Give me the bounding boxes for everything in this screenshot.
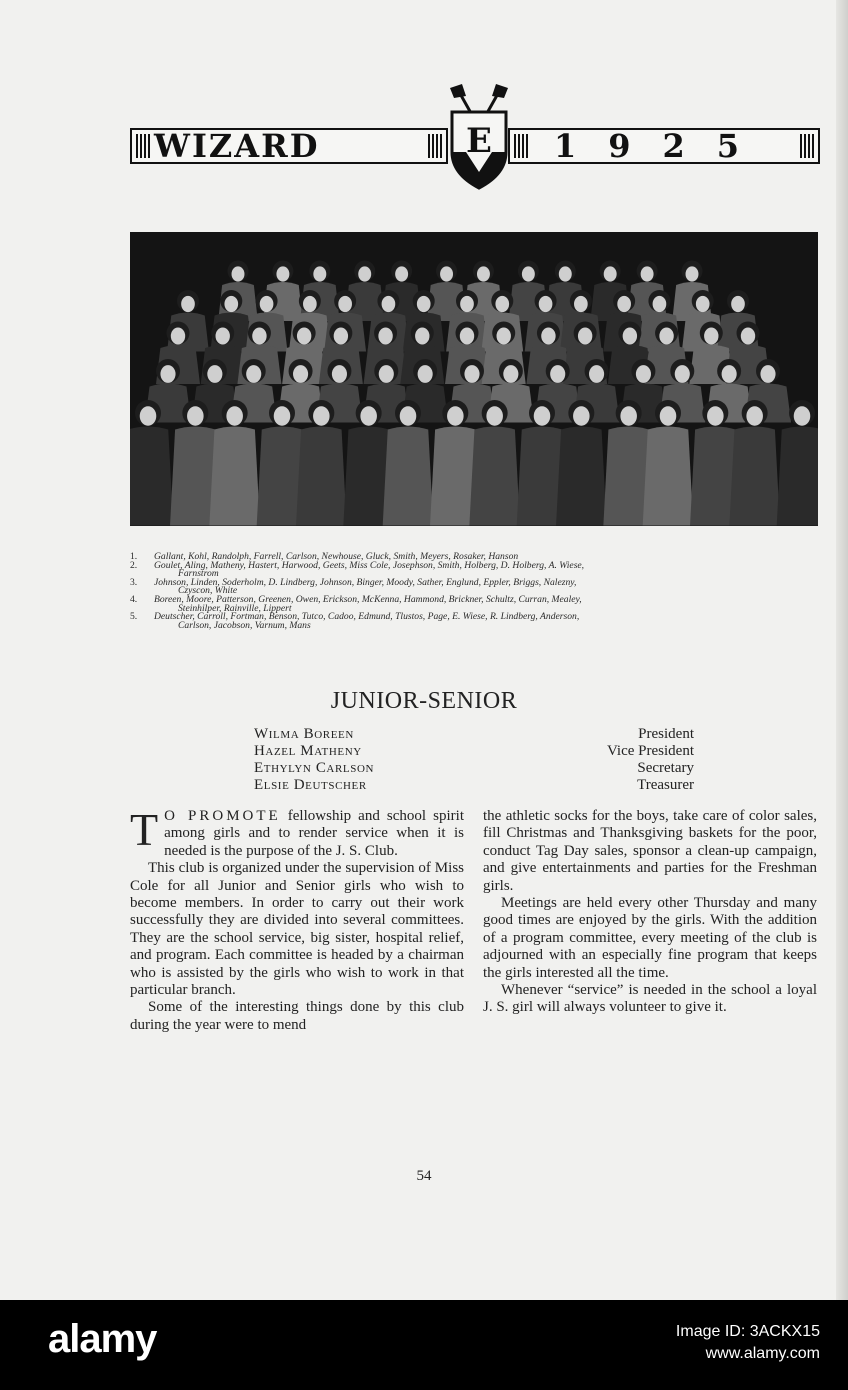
emblem-letter: E bbox=[466, 121, 492, 161]
caption-names: Gallant, Kohl, Randolph, Farrell, Carlson, Newhouse, Gluck, Smith, Meyers, Rosaker, Hanson bbox=[154, 551, 519, 562]
page-number: 54 bbox=[416, 1168, 432, 1184]
officer-name: Wilma Boreen bbox=[254, 726, 354, 742]
body-paragraph bbox=[130, 804, 464, 860]
officer-name: Elsie Deutscher bbox=[254, 777, 367, 793]
body-paragraph: Whenever “service” is needed in the school a loyal J. S. girl will always volunteer to give it. bbox=[483, 982, 817, 1016]
caption-names: Goulet, Aling, Matheny, Hastert, Harwood, Geets, Miss Cole, Josephson, Smith, Holberg, D. Holberg, A. Wiese, bbox=[154, 559, 585, 571]
body-paragraph: Meetings are held every other Thursday and many good times are enjoyed by the girls. With the addition of a program committee, every meeting of the club is adjourned with an especially fine program that keeps the girls interested all the time. bbox=[483, 895, 817, 981]
shield-emblem-icon bbox=[446, 82, 512, 192]
hatch-decoration bbox=[514, 134, 528, 158]
page-edge bbox=[836, 0, 848, 1300]
page-title: JUNIOR-SENIOR bbox=[330, 688, 518, 714]
caption-names: Deutscher, Carroll, Fortman, Benson, Tutco, Cadoo, Edmund, Tlustos, Page, E. Wiese, R. Lindberg, Anderson, bbox=[154, 611, 580, 623]
lead-in: O PROMOTE bbox=[164, 808, 281, 824]
image-id: Image ID: 3ACKX15 bbox=[675, 1323, 820, 1340]
caption-number: 1. bbox=[130, 551, 138, 562]
officer-row bbox=[254, 726, 694, 743]
paragraph-text: fellowship and school spirit among girls and to render service when it is needed is the purpose of the J. S. Club. bbox=[164, 808, 464, 859]
hatch-decoration bbox=[136, 134, 150, 158]
photo-caption bbox=[130, 553, 820, 630]
site-url: www.alamy.com bbox=[705, 1345, 820, 1362]
officer-role: Vice President bbox=[607, 743, 694, 759]
banner-left-word: WIZARD bbox=[154, 127, 320, 165]
group-photo bbox=[130, 232, 818, 526]
caption-number: 5. bbox=[130, 611, 138, 623]
body-paragraph: the athletic socks for the boys, take care of color sales, fill Christmas and Thanksgiving baskets for the poor, conduct Tag Day sales, sponsor a clean-up campaign, and give entertainments and parties for the Freshman girls. bbox=[483, 808, 817, 894]
hatch-decoration bbox=[800, 134, 814, 158]
group-photo-icon bbox=[130, 232, 818, 526]
banner-right-bar bbox=[508, 128, 820, 164]
officer-row bbox=[254, 777, 694, 794]
banner-year: 1925 bbox=[554, 127, 772, 165]
caption-names-continued: Carlson, Jacobson, Varnum, Mans bbox=[178, 619, 311, 631]
body-paragraph: Some of the interesting things done by this club during the year were to mend bbox=[130, 999, 464, 1033]
caption-names-continued: Steinhilper, Rainville, Lippert bbox=[178, 602, 292, 614]
drop-cap: T bbox=[130, 804, 159, 855]
body-paragraph: This club is organized under the supervision of Miss Cole for all Junior and Senior girls who wish to become members. In order to carry out their work successfully they are divided into several committees. They are the school service, big sister, hospital relief, and program. Each committee is headed by a chairman who is assisted by the girls who wish to work in that particular branch. bbox=[130, 860, 464, 999]
wizard-banner bbox=[130, 120, 820, 172]
officers-list bbox=[254, 726, 694, 794]
caption-names: Boreen, Moore, Patterson, Greenen, Owen, Erickson, McKenna, Hammond, Brickner, Schultz, Curran, Mealey, bbox=[154, 593, 582, 605]
officer-role: President bbox=[638, 726, 694, 742]
officer-row bbox=[254, 743, 694, 760]
officer-name: Hazel Matheny bbox=[254, 743, 362, 759]
officer-role: Treasurer bbox=[637, 777, 694, 793]
caption-number: 2. bbox=[130, 559, 138, 571]
officer-role: Secretary bbox=[637, 760, 694, 776]
body-column-left bbox=[130, 804, 464, 1034]
hatch-decoration bbox=[428, 134, 442, 158]
image-id-block bbox=[676, 1321, 820, 1365]
caption-number: 3. bbox=[130, 576, 138, 588]
officer-row bbox=[254, 760, 694, 777]
caption-names: Johnson, Linden, Soderholm, D. Lindberg, Johnson, Binger, Moody, Sather, Englund, Eppler, Briggs, Nalezny, bbox=[154, 576, 577, 588]
body-column-right bbox=[483, 808, 817, 1017]
caption-row bbox=[130, 613, 820, 630]
banner-left-bar bbox=[130, 128, 448, 164]
alamy-logo: alamy bbox=[48, 1317, 157, 1361]
caption-names-continued: Farnstrom bbox=[178, 568, 219, 580]
caption-number: 4. bbox=[130, 593, 138, 605]
officer-name: Ethylyn Carlson bbox=[254, 760, 375, 776]
caption-names-continued: Czyscon, White bbox=[178, 585, 238, 597]
